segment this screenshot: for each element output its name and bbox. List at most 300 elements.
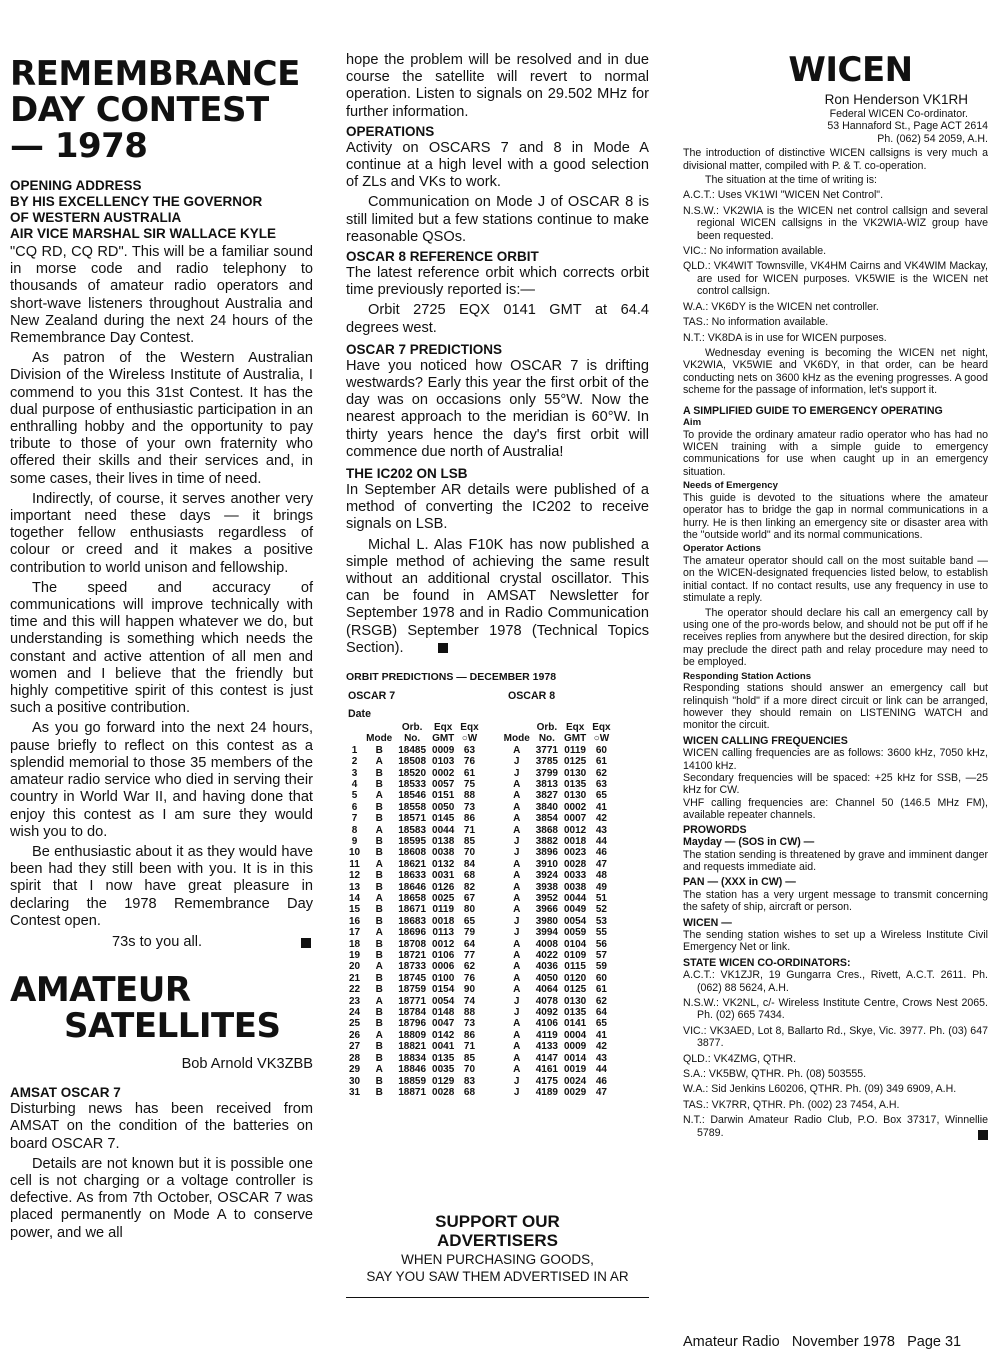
table-cell: 0113: [432, 927, 455, 939]
table-cell: 3952: [535, 893, 558, 904]
proword-heading: Mayday — (SOS in CW) —: [683, 836, 815, 849]
table-cell: 0120: [564, 972, 587, 984]
table-cell: 6: [351, 801, 358, 813]
table-cell: B: [375, 1086, 383, 1098]
table-cell: 7: [351, 813, 358, 825]
table-cell: Orb.: [401, 721, 423, 733]
table-cell: B: [375, 801, 383, 813]
table-cell: A: [513, 824, 521, 836]
table-cell: 0057: [432, 778, 455, 790]
table-cell: 0135: [564, 1007, 587, 1019]
state-entry: N.S.W.: VK2WIA is the WICEN net control callsign and several regional WICEN callsigns in the VK2WIA-WIZ group have been requested.: [683, 204, 988, 242]
table-cell: 55: [595, 927, 607, 939]
table-cell: 0119: [432, 904, 455, 916]
table-row: [346, 790, 614, 801]
paragraph: Disturbing news has been received from AMSAT on the condition of the batteries on board OSCAR 7.: [10, 1101, 313, 1152]
table-cell: 73: [463, 1018, 476, 1030]
coordinator-entry: W.A.: Sid Jenkins L60206, QTHR. Ph. (09) 349 6909, A.H.: [683, 1083, 957, 1096]
table-cell: A: [375, 858, 383, 870]
table-cell: 18558: [398, 801, 427, 813]
table-cell: 68: [463, 1086, 476, 1098]
table-cell: 85: [463, 1052, 476, 1064]
table-cell: 0054: [564, 915, 587, 927]
table-cell: 18784: [398, 1007, 427, 1019]
table-cell: 51: [595, 893, 607, 904]
table-cell: 3924: [535, 870, 558, 882]
table-cell: A: [513, 1064, 521, 1076]
table-cell: 71: [463, 1041, 476, 1053]
table-row: [346, 768, 614, 779]
table-cell: 43: [595, 1052, 607, 1064]
table-cell: 24: [349, 1007, 361, 1019]
coordinator-entry: VIC.: VK3AED, Lot 8, Ballarto Rd., Skye, Vic. 3977. Ph. (03) 647 3877.: [683, 1024, 988, 1050]
table-cell: 0125: [564, 984, 587, 996]
table-cell: 9: [351, 835, 358, 847]
table-cell: A: [513, 904, 521, 916]
table-cell: B: [375, 744, 383, 756]
table-cell: 0119: [564, 744, 586, 756]
table-cell: A: [513, 1029, 521, 1041]
paragraph: Communication on Mode J of OSCAR 8 is still limited but a few stations continue to make reasonable QSOs.: [346, 194, 649, 245]
table-row: [346, 813, 614, 824]
paragraph: As patron of the Western Australian Division of the Wireless Institute of Australia, I commend to you this 31st Contest. It has the dual purpose of enthusiastic participation in an enthralling hobby and the opportunity to pay tribute to those of your own fraternity who offered their skills and their services and, in some cases, their lives in time of need.: [10, 350, 313, 487]
table-cell: 18546: [398, 790, 427, 802]
paragraph: The latest reference orbit which corrects orbit time previously reported is:—: [346, 265, 649, 299]
table-row: [346, 779, 614, 790]
table-cell: 18759: [398, 984, 427, 996]
table-cell: 3785: [535, 756, 558, 768]
table-cell: B: [375, 1041, 383, 1053]
table-row: [346, 825, 614, 836]
advertiser-notice: [346, 1212, 649, 1298]
table-row: [346, 1064, 614, 1075]
table-cell: 61: [595, 756, 607, 768]
table-cell: 22: [349, 984, 361, 996]
table-cell: No.: [404, 733, 421, 745]
table-cell: 86: [463, 813, 476, 825]
table-cell: 4133: [535, 1041, 558, 1053]
table-row: [346, 1030, 614, 1041]
table-cell: 80: [463, 904, 476, 916]
table-cell: 52: [595, 904, 607, 916]
section-heading: PROWORDS: [683, 823, 747, 836]
table-cell: 0130: [564, 995, 587, 1007]
table-cell: B: [375, 938, 383, 950]
column-left: [10, 48, 313, 1242]
table-cell: 0145: [432, 813, 455, 825]
table-cell: 76: [463, 756, 476, 768]
state-entry: A.C.T.: Uses VK1WI "WICEN Net Control".: [683, 189, 884, 202]
state-entry: VIC.: No information available.: [683, 245, 827, 258]
table-cell: 0125: [564, 756, 587, 768]
table-row: [346, 984, 614, 995]
table-cell: B: [375, 813, 383, 825]
table-cell: 82: [463, 881, 476, 893]
section-heading: WICEN CALLING FREQUENCIES: [683, 734, 848, 747]
table-cell: A: [513, 938, 521, 950]
table-row: [346, 1087, 614, 1098]
table-cell: 90: [463, 984, 476, 996]
table-cell: Mode: [366, 733, 393, 745]
paragraph: WICEN calling frequencies are as follows: 3600 kHz, 7050 kHz, 14100 kHz.: [683, 747, 988, 772]
table-cell: 61: [595, 984, 607, 996]
section-heading: OSCAR 7 PREDICTIONS: [346, 341, 503, 357]
table-cell: 61: [463, 767, 476, 779]
table-row: [346, 939, 614, 950]
table-cell: 0059: [564, 927, 587, 939]
table-cell: 4119: [536, 1029, 558, 1041]
table-cell: J: [513, 767, 520, 779]
table-cell: 18683: [398, 915, 427, 927]
table-cell: 5: [351, 790, 358, 802]
coordinator-entry: A.C.T.: VK1ZJR, 19 Gungarra Cres., Rivett, A.C.T. 2611. Ph. (062) 88 5624, A.H.: [683, 969, 988, 994]
table-cell: 26: [349, 1029, 361, 1041]
table-cell: 0018: [432, 915, 455, 927]
table-cell: 3938: [535, 881, 558, 893]
table-cell: B: [375, 950, 383, 962]
table-cell: 18485: [398, 744, 427, 756]
table-cell: 0035: [432, 1064, 455, 1076]
section-heading: OSCAR 8 REFERENCE ORBIT: [346, 249, 539, 265]
table-cell: 79: [463, 927, 476, 939]
table-cell: 57: [595, 950, 607, 962]
table-cell: 0028: [432, 1086, 455, 1098]
paragraph: Details are not known but it is possible one cell is not charging or a voltage controller is defective. As from 7th October, OSCAR 7 was placed permanently on Mode A to conserve power, and we all: [10, 1155, 313, 1241]
table-cell: 18633: [398, 870, 427, 882]
subsection-heading: Aim: [683, 416, 702, 428]
table-cell: A: [513, 950, 521, 962]
table-cell: 42: [595, 1041, 607, 1053]
table-cell: A: [375, 961, 383, 973]
subsection-heading: Needs of Emergency: [683, 480, 778, 492]
table-cell: 18721: [398, 950, 427, 962]
table-cell: 3910: [535, 858, 558, 870]
table-cell: 18533: [398, 778, 427, 790]
table-cell: 84: [463, 858, 476, 870]
table-cell: B: [375, 972, 383, 984]
table-cell: Eqx: [592, 721, 611, 733]
heading-line: OF WESTERN AUSTRALIA: [10, 210, 182, 225]
table-row: [346, 745, 614, 756]
table-cell: B: [375, 984, 383, 996]
table-cell: 0023: [564, 847, 587, 859]
table-cell: 18583: [398, 824, 427, 836]
table-cell: 76: [463, 972, 476, 984]
proword-heading: WICEN —: [683, 916, 732, 929]
table-cell: 0154: [432, 984, 455, 996]
table-cell: 0106: [432, 950, 455, 962]
advert-line: SAY YOU SAW THEM ADVERTISED IN AR: [366, 1269, 629, 1284]
end-mark-icon: [301, 938, 311, 948]
table-cell: A: [375, 1029, 383, 1041]
paragraph: Responding stations should answer an emergency call but relinquish "hold" if a more direct circuit or link can be arranged, however they should remain on LISTENING WATCH and monitor the circuit.: [683, 682, 988, 732]
table-cell: A: [513, 984, 521, 996]
table-cell: B: [375, 904, 383, 916]
table-cell: A: [513, 778, 521, 790]
wicen-title: WICEN: [788, 50, 913, 90]
table-cell: 4036: [535, 961, 558, 973]
table-cell: J: [513, 995, 520, 1007]
table-cell: 18696: [398, 927, 427, 939]
table-cell: 3868: [535, 824, 558, 836]
table-cell: 0049: [564, 904, 587, 916]
table-cell: 18745: [398, 972, 427, 984]
author: Ron Henderson VK1RH: [824, 92, 968, 107]
table-cell: 67: [463, 893, 476, 904]
table-cell: 0014: [564, 1052, 587, 1064]
table-cell: 17: [349, 927, 361, 939]
table-cell: 0103: [432, 756, 455, 768]
table-row: [346, 836, 614, 847]
table-cell: 18508: [398, 756, 427, 768]
table-cell: 70: [463, 1064, 476, 1076]
table-cell: 0135: [564, 778, 587, 790]
table-cell: 18608: [398, 847, 427, 859]
table-cell: 0024: [564, 1075, 587, 1087]
table-cell: 0006: [432, 961, 455, 973]
paragraph: In September AR details were published of a method of converting the IC202 to receive signals on LSB.: [346, 482, 649, 533]
table-cell: 12: [349, 870, 361, 882]
remembrance-title: [10, 56, 313, 164]
table-cell: 18520: [398, 767, 427, 779]
table-cell: 85: [463, 835, 476, 847]
table-cell: B: [375, 778, 383, 790]
table-cell: 10: [349, 847, 361, 859]
byline: Bob Arnold VK3ZBB: [181, 1055, 313, 1072]
table-cell: 11: [349, 858, 360, 870]
table-cell: 83: [463, 1075, 476, 1087]
table-cell: B: [375, 915, 383, 927]
table-row: [346, 870, 614, 881]
table-cell: A: [513, 1041, 521, 1053]
table-cell: 73: [463, 801, 476, 813]
table-cell: 68: [463, 870, 476, 882]
table-row: [346, 1018, 614, 1029]
table-cell: 13: [349, 881, 361, 893]
column-right: [683, 48, 988, 1140]
paragraph: Have you noticed how OSCAR 7 is drifting westwards? Early this year the first orbit of the day was on occasions only 55°W. Now the nearest approach to the meridian is 60°W. In thirty years hence the day's first orbit will commence due north of Australia!: [346, 357, 649, 460]
heading-line: OPENING ADDRESS: [10, 178, 142, 193]
table-cell: 0025: [432, 893, 455, 904]
paragraph: Indirectly, of course, it serves another very important need these days — it brings together fellow enthusiasts regardless of colour or creed and it makes a positive contribution to world unison and fellowship.: [10, 490, 313, 576]
end-mark-icon: [978, 1130, 988, 1140]
table-cell: 0100: [432, 972, 455, 984]
author-line: Federal WICEN Co-ordinator.: [829, 108, 968, 120]
table-cell: 60: [595, 972, 607, 984]
subsection-heading: Operator Actions: [683, 543, 762, 555]
table-cell: 3966: [535, 904, 558, 916]
end-mark-icon: [438, 643, 448, 653]
table-cell: J: [513, 1007, 520, 1019]
table-cell: 27: [349, 1041, 361, 1053]
paragraph: VHF calling frequencies are: Channel 50 (146.5 MHz FM), available repeater channels.: [683, 796, 988, 822]
table-cell: 53: [595, 915, 607, 927]
table-cell: 86: [463, 1029, 476, 1041]
table-cell: [482, 722, 533, 733]
table-cell: 64: [595, 1007, 607, 1019]
table-cell: 23: [349, 995, 361, 1007]
table-cell: 0126: [432, 881, 455, 893]
state-entry: QLD.: VK4WIT Townsville, VK4HM Cairns and VK4WIM Mackay, are used for WICEN purposes. VK5WIE is the WICEN net control callsign.: [683, 260, 988, 298]
paragraph: As you go forward into the next 24 hours, pause briefly to reflect on this contest as a splendid memorial to those 35 members of the amateur radio service who died in serving their country in World War II, and having done that enjoy this contest as I am sure they would wish you to do.: [10, 720, 313, 840]
title-line: AMATEUR: [10, 969, 191, 1010]
state-entry: N.T.: VK8DA is in use for WICEN purposes.: [683, 331, 887, 344]
page-footer: [683, 1334, 961, 1350]
table-cell: A: [513, 961, 521, 973]
table-cell: 62: [595, 995, 607, 1007]
table-cell: 25: [349, 1018, 361, 1030]
table-row: [346, 961, 614, 972]
table-cell: 88: [463, 1007, 476, 1019]
table-cell: 4050: [535, 972, 558, 984]
table-cell: Mode: [503, 733, 530, 745]
table-cell: 28: [349, 1052, 361, 1064]
table-cell: 18733: [398, 961, 427, 973]
table-cell: 0038: [564, 881, 587, 893]
signoff-row: [10, 934, 313, 952]
table-cell: 4092: [535, 1007, 558, 1019]
table-cell: 0138: [432, 835, 455, 847]
orbit-table: [346, 722, 614, 1098]
page-number: Page 31: [907, 1334, 962, 1350]
table-cell: 4008: [535, 938, 558, 950]
table-cell: 3896: [535, 847, 558, 859]
state-entry: W.A.: VK6DY is the WICEN net controller.: [683, 300, 879, 313]
paragraph: Orbit 2725 EQX 0141 GMT at 64.4 degrees west.: [346, 302, 649, 336]
table-cell: 0029: [564, 1086, 587, 1098]
table-cell: 46: [595, 847, 607, 859]
table-row: [346, 1053, 614, 1064]
table-cell: Eqx: [565, 721, 585, 733]
table-row: [346, 756, 614, 767]
paragraph: [346, 537, 649, 657]
table-cell: 3854: [535, 813, 558, 825]
table-row: [346, 973, 614, 984]
table-cell: 62: [463, 961, 476, 973]
proword-heading: PAN — (XXX in CW) —: [683, 876, 796, 889]
coordinator-text: N.T.: Darwin Amateur Radio Club, P.O. Box 37317, Winnellie 5789.: [683, 1114, 988, 1139]
table-cell: B: [375, 1075, 383, 1087]
table-cell: 3771: [535, 744, 558, 756]
table-row: [346, 927, 614, 938]
table-cell: A: [375, 790, 383, 802]
table-cell: 41: [595, 1029, 607, 1041]
table-cell: 0047: [432, 1018, 455, 1030]
table-cell: 44: [595, 835, 607, 847]
table-cell: 29: [349, 1064, 361, 1076]
table-cell: 0050: [432, 801, 455, 813]
table-cell: 0135: [432, 1052, 455, 1064]
table-cell: 4175: [535, 1075, 558, 1087]
coordinator-entry: S.A.: VK5BW, QTHR. Ph. (08) 503555.: [683, 1068, 867, 1080]
table-cell: 18595: [398, 835, 427, 847]
table-cell: 0104: [564, 938, 587, 950]
magazine-name: Amateur Radio: [683, 1334, 780, 1350]
author-line: 53 Hannaford St., Page ACT 2614: [827, 120, 988, 133]
issue-date: November 1978: [791, 1334, 895, 1350]
table-cell: 43: [595, 824, 607, 836]
table-cell: 0132: [432, 858, 455, 870]
table-cell: J: [513, 915, 520, 927]
orbit-table-title: ORBIT PREDICTIONS — DECEMBER 1978: [346, 671, 557, 684]
table-cell: B: [375, 881, 383, 893]
table-cell: [346, 733, 363, 744]
table-row: [346, 950, 614, 961]
table-cell: A: [513, 881, 521, 893]
table-cell: B: [375, 870, 383, 882]
table-row: [346, 893, 614, 904]
paragraph: The introduction of distinctive WICEN callsigns is very much a divisional matter, compiled with P. & T. co-operation.: [683, 147, 988, 172]
table-cell: 4064: [535, 984, 558, 996]
table-cell: A: [513, 972, 521, 984]
table-row: [346, 859, 614, 870]
orbit-satellite-labels: [346, 690, 649, 704]
table-cell: 0130: [564, 767, 587, 779]
table-cell: 48: [595, 870, 607, 882]
table-cell: 18859: [398, 1075, 427, 1087]
paragraph: Secondary frequencies will be spaced: +25 kHz for SSB, —25 kHz for CW.: [683, 772, 988, 797]
table-cell: 56: [595, 938, 607, 950]
paragraph: Wednesday evening is becoming the WICEN net night, VK2WIA, VK5WIE and VK6DY, in that order, can be heard conducting nets on 3600 kHz as the evening progresses. A good scheme for the passage of information, let's support it.: [683, 346, 988, 397]
table-cell: 0012: [564, 824, 587, 836]
table-row: [346, 904, 614, 915]
table-cell: A: [513, 1052, 521, 1064]
table-cell: A: [513, 813, 521, 825]
table-cell: 3882: [535, 835, 558, 847]
table-cell: J: [513, 927, 520, 939]
table-cell: 18834: [398, 1052, 427, 1064]
table-cell: 42: [595, 813, 607, 825]
table-cell: 18: [349, 938, 361, 950]
paragraph: hope the problem will be resolved and in due course the satellite will revert to normal operation. Listen to signals on 29.502 MHz for further information.: [346, 52, 649, 120]
title-line: DAY CONTEST: [10, 90, 269, 130]
table-cell: B: [375, 1018, 383, 1030]
table-cell: 4022: [535, 950, 558, 962]
table-cell: A: [513, 858, 521, 870]
table-row: [346, 996, 614, 1007]
table-cell: 3840: [535, 801, 558, 813]
table-cell: 4161: [535, 1064, 558, 1076]
advert-line: WHEN PURCHASING GOODS,: [401, 1252, 594, 1267]
table-cell: 0033: [564, 870, 587, 882]
table-header-row: [346, 722, 614, 733]
signoff: 73s to you all.: [112, 933, 203, 950]
oscar7-label: OSCAR 7: [348, 689, 396, 702]
paragraph: Be enthusiastic about it as they would have been had they still been with you. It is in this spirit that I now have great pleasure in declaring the 1978 Remembrance Day Contest open.: [10, 843, 313, 929]
table-cell: 77: [463, 950, 476, 962]
table-cell: A: [375, 1064, 383, 1076]
table-cell: 64: [463, 938, 476, 950]
table-cell: A: [513, 790, 521, 802]
table-cell: 18846: [398, 1064, 427, 1076]
table-cell: A: [375, 824, 383, 836]
table-cell: A: [375, 995, 383, 1007]
table-cell: 4078: [535, 995, 558, 1007]
orbit-table-body: [346, 745, 614, 1099]
table-cell: 4189: [535, 1086, 558, 1098]
table-cell: 18871: [398, 1086, 427, 1098]
table-cell: 88: [463, 790, 476, 802]
section-heading: OPERATIONS: [346, 123, 435, 139]
table-cell: 3994: [535, 927, 558, 939]
table-cell: 0038: [432, 847, 455, 859]
table-cell: 0044: [564, 893, 587, 904]
table-cell: B: [375, 835, 383, 847]
table-cell: A: [513, 1018, 521, 1030]
table-row: [346, 1007, 614, 1018]
table-cell: Orb.: [536, 721, 558, 733]
table-cell: 70: [463, 847, 476, 859]
